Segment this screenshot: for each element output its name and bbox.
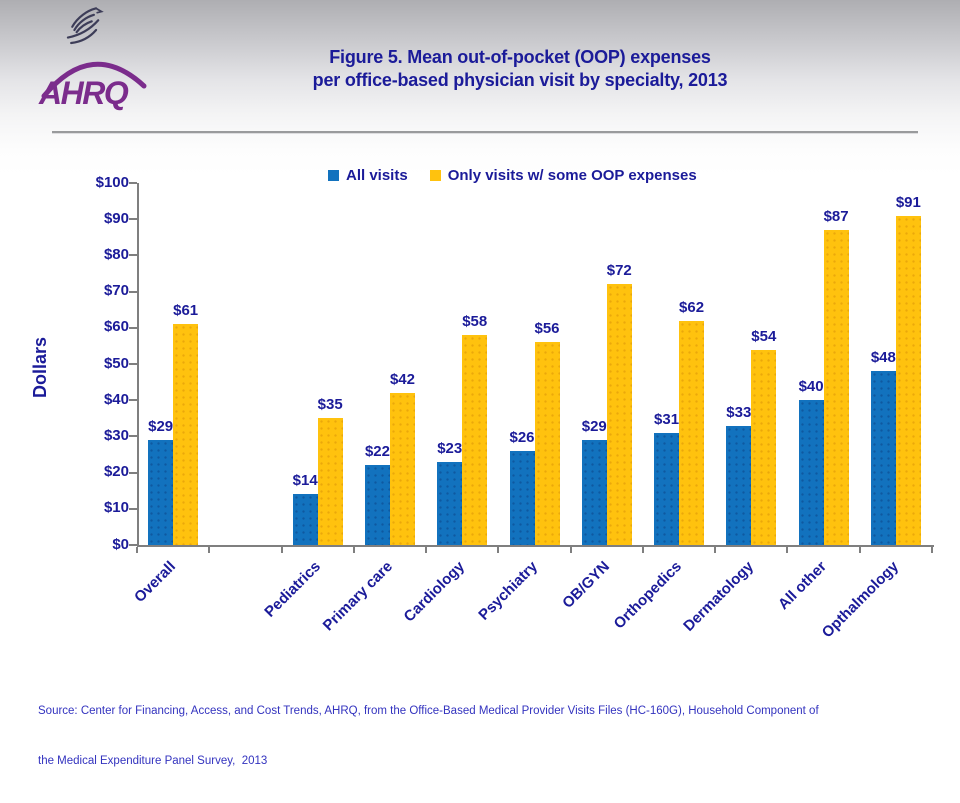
x-category-label: Psychiatry <box>474 558 541 624</box>
value-label: $14 <box>292 472 318 490</box>
bar-all-visits-orthopedics <box>654 433 679 545</box>
bar-oop-orthopedics <box>679 321 704 545</box>
bar-all-visits-cardiology <box>437 462 462 545</box>
x-tick-mark <box>786 547 788 553</box>
y-tick-mark <box>129 363 137 365</box>
value-label: $29 <box>581 418 607 436</box>
bar-oop-pediatrics <box>318 418 343 545</box>
legend-label-oop-visits: Only visits w/ some OOP expenses <box>447 167 697 184</box>
x-category-label: Orthopedics <box>610 558 686 633</box>
x-tick-mark <box>859 547 861 553</box>
x-tick-mark <box>570 547 572 553</box>
x-category-label: OB/GYN <box>558 558 613 612</box>
y-tick-mark <box>129 399 137 401</box>
y-tick-mark <box>129 327 137 329</box>
x-category-label: Opthalmology <box>818 558 902 642</box>
ahrq-logo <box>38 50 150 112</box>
y-tick-label: $100 <box>95 173 129 191</box>
value-label: $35 <box>317 396 343 414</box>
legend-item-all-visits <box>328 167 408 184</box>
bar-all-visits-dermatology <box>726 426 751 545</box>
value-label: $58 <box>462 313 488 331</box>
bar-oop-all-other <box>824 230 849 545</box>
legend-swatch-blue <box>328 170 339 181</box>
value-label: $40 <box>798 378 824 396</box>
y-tick-mark <box>129 472 137 474</box>
y-tick-label: $20 <box>103 463 129 481</box>
y-tick-mark <box>129 291 137 293</box>
y-tick-mark <box>129 182 137 184</box>
y-tick-mark <box>129 544 137 546</box>
value-label: $72 <box>606 262 632 280</box>
value-label: $42 <box>389 370 415 388</box>
header-divider <box>52 131 918 133</box>
x-tick-mark <box>714 547 716 553</box>
slide-title <box>160 46 880 91</box>
y-tick-mark <box>129 254 137 256</box>
x-tick-mark <box>931 547 933 553</box>
y-axis-title: Dollars <box>30 336 50 398</box>
bar-oop-dermatology <box>751 350 776 545</box>
source-line-1: Source: Center for Financing, Access, and Cost Trends, AHRQ, from the Office-Based Medical Provider Visits Files (HC-160G), Household Component of <box>38 705 819 718</box>
value-label: $23 <box>437 439 463 457</box>
value-label: $48 <box>870 349 896 367</box>
bar-all-visits-overall <box>148 440 173 545</box>
y-tick-label: $80 <box>103 245 129 263</box>
value-label: $22 <box>364 443 390 461</box>
chart-legend <box>328 167 697 184</box>
y-tick-label: $70 <box>103 282 129 300</box>
source-note <box>38 670 918 803</box>
value-label: $31 <box>654 410 680 428</box>
x-category-label: Pediatrics <box>260 558 324 621</box>
value-label: $54 <box>751 327 777 345</box>
value-label: $56 <box>534 320 560 338</box>
value-label: $91 <box>895 193 921 211</box>
y-tick-mark <box>129 218 137 220</box>
x-tick-mark <box>281 547 283 553</box>
x-tick-mark <box>425 547 427 553</box>
value-label: $62 <box>679 298 705 316</box>
y-tick-label: $50 <box>103 354 129 372</box>
y-tick-label: $0 <box>112 535 129 553</box>
bar-all-visits-primary-care <box>365 465 390 545</box>
x-category-label: Primary care <box>319 558 396 635</box>
y-tick-label: $30 <box>103 426 129 444</box>
x-tick-mark <box>136 547 138 553</box>
x-tick-mark <box>208 547 210 553</box>
bar-all-visits-pediatrics <box>293 494 318 545</box>
legend-swatch-gold <box>430 170 441 181</box>
bar-oop-primary-care <box>390 393 415 545</box>
y-tick-label: $90 <box>103 209 129 227</box>
legend-label-all-visits: All visits <box>346 167 408 184</box>
bar-oop-opthalmology <box>896 216 921 545</box>
bar-oop-ob-gyn <box>607 284 632 545</box>
value-label: $26 <box>509 428 535 446</box>
y-tick-mark <box>129 435 137 437</box>
bar-oop-cardiology <box>462 335 487 545</box>
value-label: $87 <box>823 208 849 226</box>
x-category-label: All other <box>774 558 830 614</box>
x-tick-mark <box>353 547 355 553</box>
x-tick-mark <box>497 547 499 553</box>
bar-all-visits-all-other <box>799 400 824 545</box>
x-tick-mark <box>642 547 644 553</box>
bar-oop-psychiatry <box>535 342 560 545</box>
bar-all-visits-ob-gyn <box>582 440 607 545</box>
bar-all-visits-opthalmology <box>871 371 896 545</box>
value-label: $61 <box>173 302 199 320</box>
bar-oop-overall <box>173 324 198 545</box>
legend-item-oop-visits <box>430 167 697 184</box>
hhs-eagle-icon <box>56 4 108 56</box>
bar-all-visits-psychiatry <box>510 451 535 545</box>
source-line-2: the Medical Expenditure Panel Survey, 2013 <box>38 755 268 768</box>
x-category-label: Overall <box>131 558 180 606</box>
y-tick-label: $10 <box>103 499 129 517</box>
title-line-2: per office-based physician visit by specialty, 2013 <box>312 69 728 90</box>
title-line-1: Figure 5. Mean out-of-pocket (OOP) expenses <box>329 47 711 67</box>
value-label: $33 <box>726 403 752 421</box>
y-tick-mark <box>129 508 137 510</box>
x-category-label: Dermatology <box>680 558 758 635</box>
y-tick-label: $60 <box>103 318 129 336</box>
x-category-label: Cardiology <box>400 558 469 626</box>
value-label: $29 <box>148 418 174 436</box>
ahrq-logo-text: AHRQ <box>39 75 128 111</box>
y-tick-label: $40 <box>103 390 129 408</box>
